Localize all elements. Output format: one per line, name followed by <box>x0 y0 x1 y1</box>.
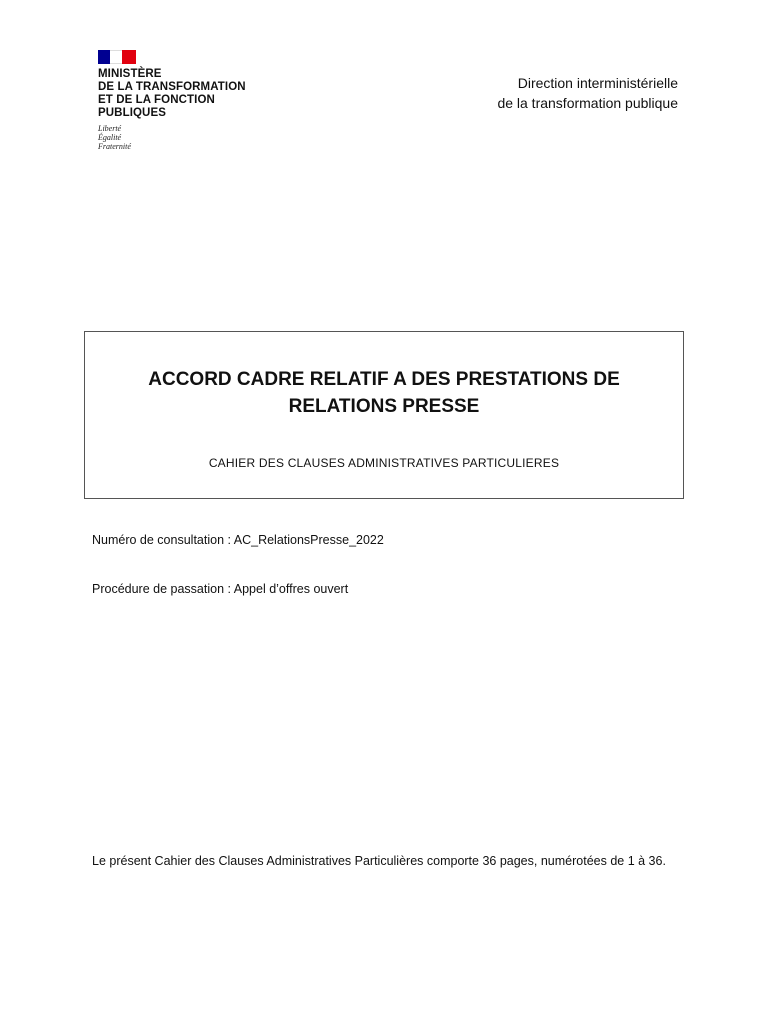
french-flag-icon <box>98 50 136 64</box>
title-line: ACCORD CADRE RELATIF A DES PRESTATIONS DE <box>148 369 620 390</box>
republic-motto <box>98 124 298 151</box>
page-count-note: Le présent Cahier des Clauses Administratives Particulières comporte 36 pages, numérotées de 1 à 36. <box>92 854 666 868</box>
ministry-name-line: PUBLIQUES <box>98 107 166 119</box>
title-line: RELATIONS PRESSE <box>288 396 480 417</box>
ministry-name-line: MINISTÈRE <box>98 68 162 80</box>
motto-line: Fraternité <box>98 142 131 151</box>
award-procedure: Procédure de passation : Appel d’offres ouvert <box>92 582 349 596</box>
direction-name <box>497 73 678 113</box>
consultation-number: Numéro de consultation : AC_RelationsPresse_2022 <box>92 533 384 547</box>
document-subtitle: CAHIER DES CLAUSES ADMINISTRATIVES PARTICULIERES <box>208 456 560 470</box>
ministry-name-line: DE LA TRANSFORMATION <box>98 81 246 93</box>
ministry-logo <box>98 50 298 151</box>
document-title-box <box>84 331 684 499</box>
ministry-name-line: ET DE LA FONCTION <box>98 94 215 106</box>
direction-line: de la transformation publique <box>497 95 678 111</box>
motto-line: Égalité <box>98 133 122 142</box>
motto-line: Liberté <box>98 124 122 133</box>
ministry-name <box>98 68 298 120</box>
direction-line: Direction interministérielle <box>517 75 678 91</box>
document-title <box>85 366 683 420</box>
